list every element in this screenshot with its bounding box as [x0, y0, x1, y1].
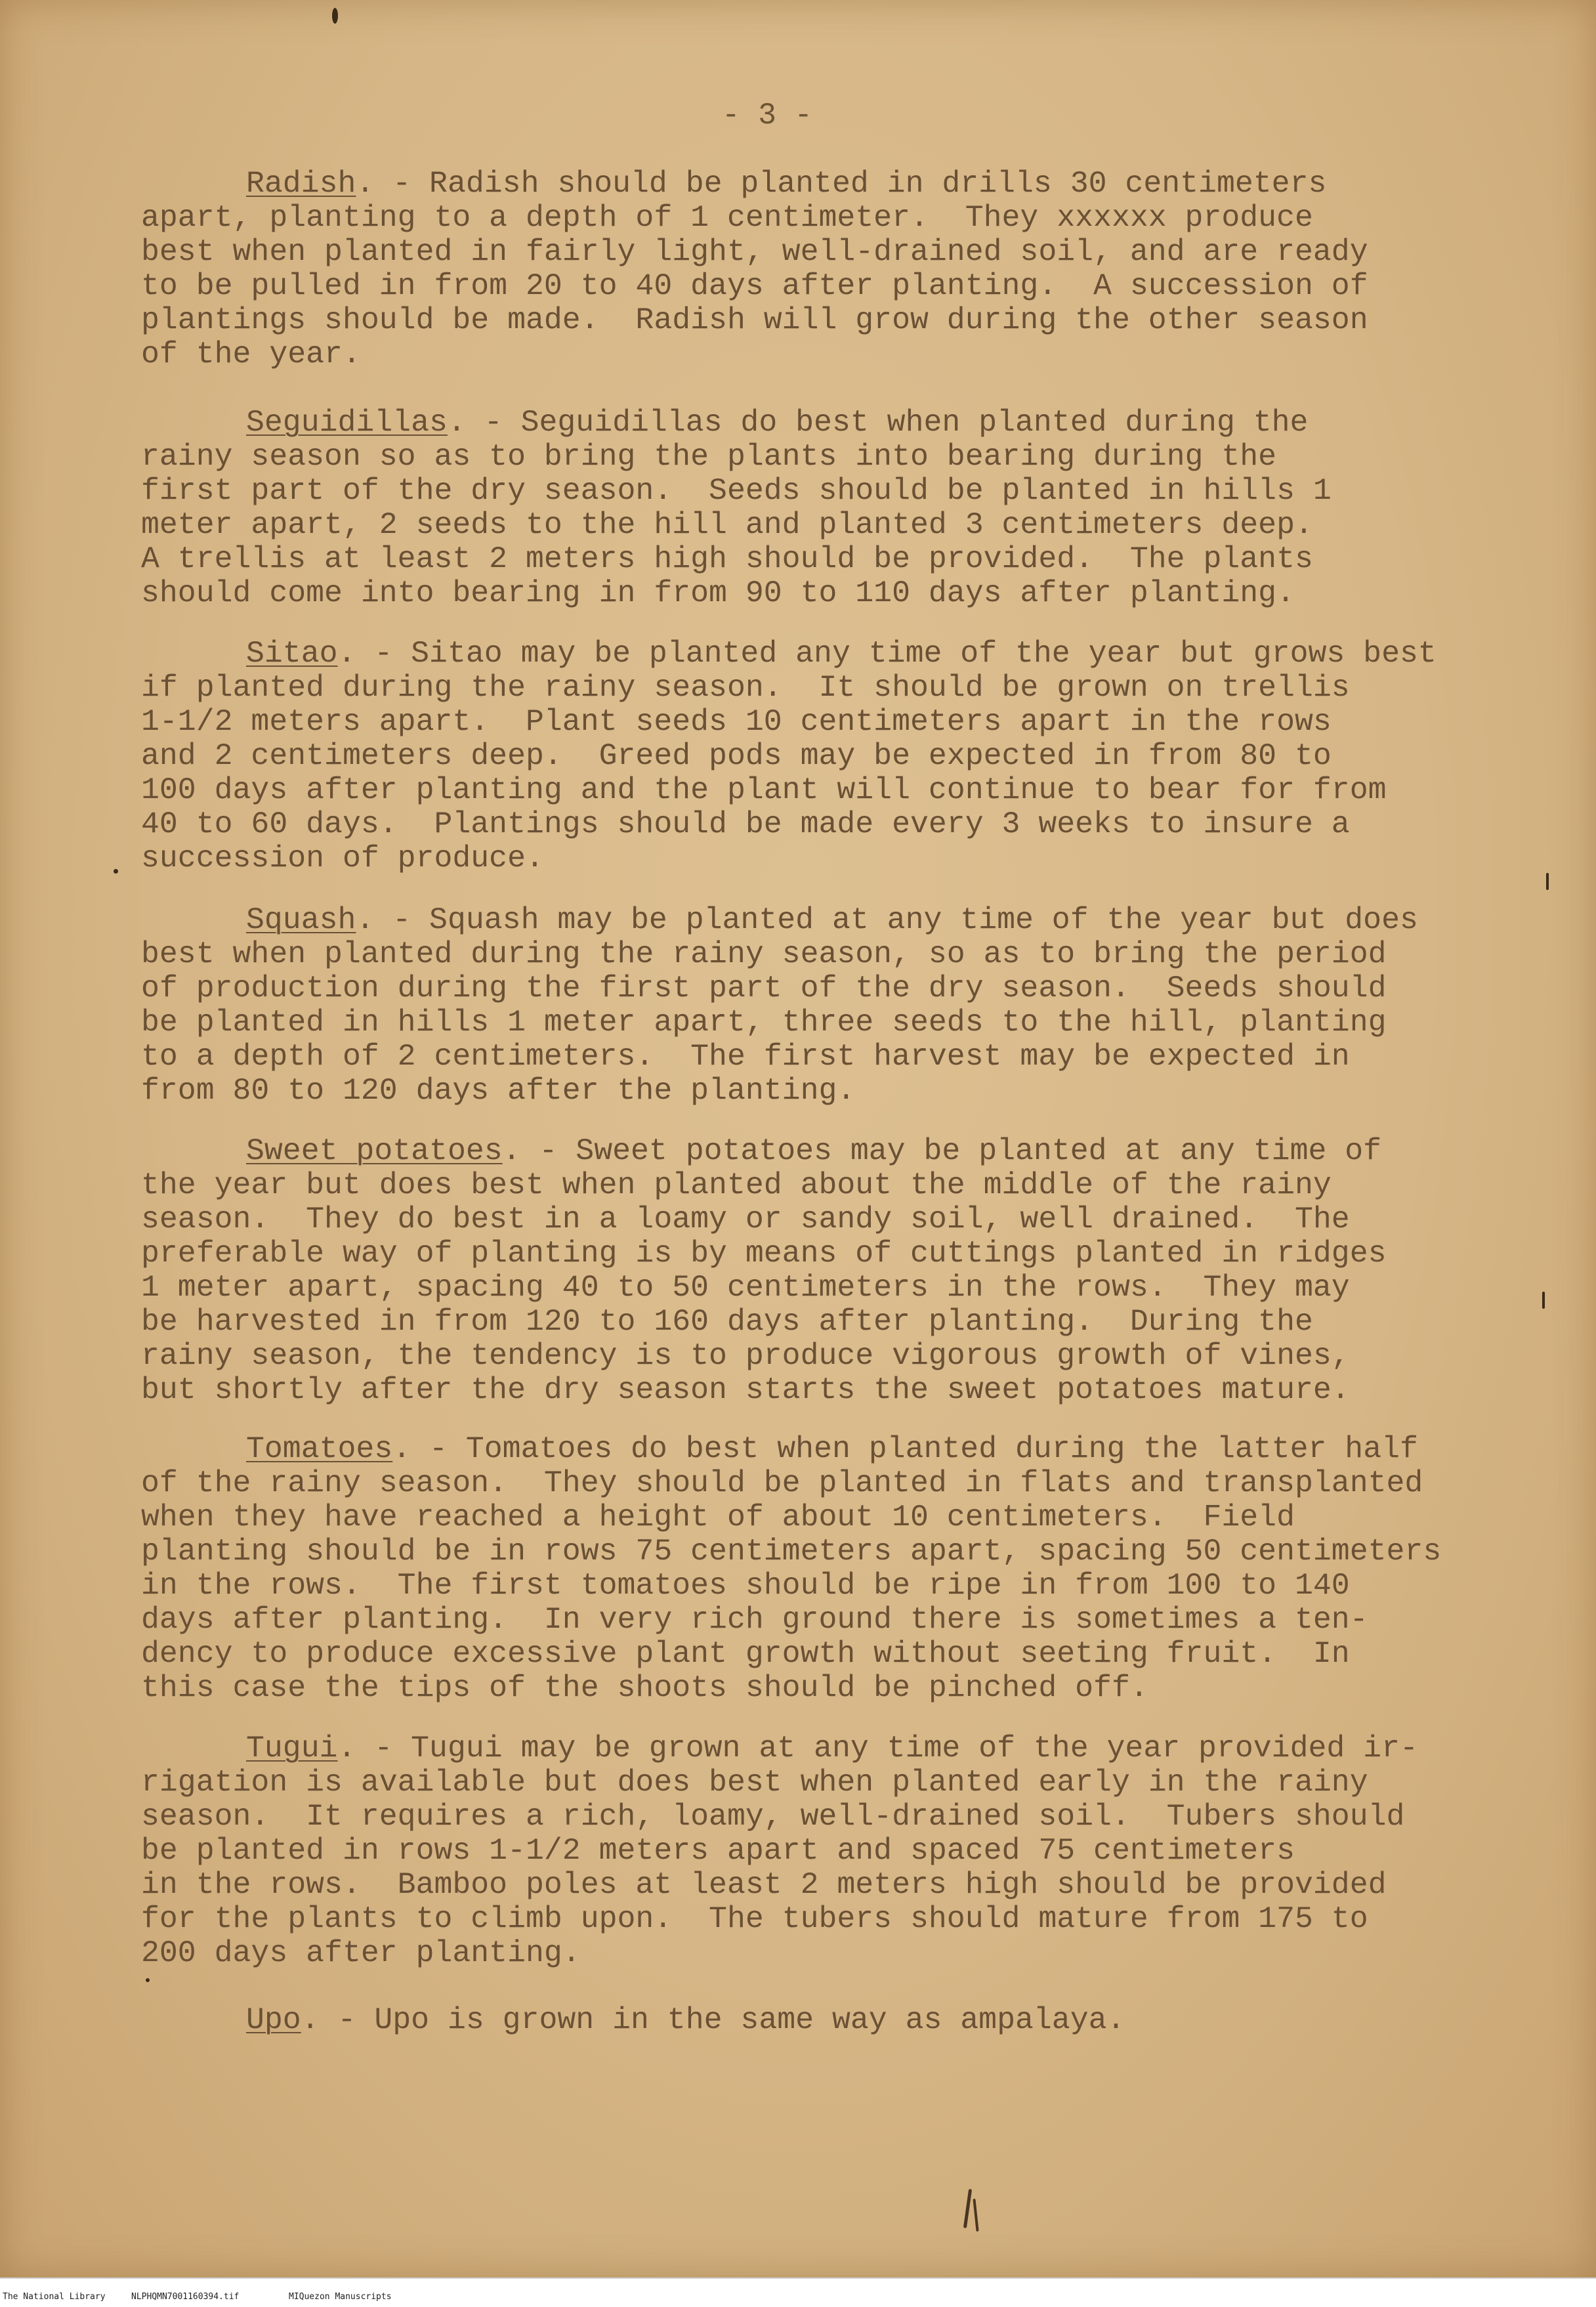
text-line: season. It requires a rich, loamy, well-drained soil. Tubers should — [141, 1799, 1405, 1834]
text-line: meter apart, 2 seeds to the hill and planted 3 centimeters deep. — [141, 507, 1313, 542]
heading-line-text: . - Upo is grown in the same way as ampalaya. — [301, 2002, 1125, 2037]
text-line: when they have reached a height of about 10 centimeters. Field — [141, 1500, 1295, 1534]
text-line — [141, 1731, 1418, 1766]
section-heading: Tomatoes — [246, 1431, 393, 1466]
heading-line-text: . - Tugui may be grown at any time of the year provided ir- — [337, 1731, 1418, 1766]
section-heading: Radish — [246, 166, 356, 201]
text-line: and 2 centimeters deep. Greed pods may be expected in from 80 to — [141, 738, 1332, 773]
ink-speck — [332, 8, 338, 24]
ink-speck — [1542, 1292, 1545, 1309]
text-line: 1 meter apart, spacing 40 to 50 centimeters in the rows. They may — [141, 1270, 1350, 1305]
text-line: to be pulled in from 20 to 40 days after planting. A succession of — [141, 268, 1368, 303]
text-line: season. They do best in a loamy or sandy soil, well drained. The — [141, 1202, 1350, 1237]
text-line: planting should be in rows 75 centimeters apart, spacing 50 centimeters — [141, 1534, 1442, 1569]
ink-speck — [114, 869, 118, 874]
text-line: rainy season so as to bring the plants into bearing during the — [141, 439, 1277, 474]
text-line: in the rows. Bamboo poles at least 2 meters high should be provided — [141, 1867, 1387, 1902]
text-line: first part of the dry season. Seeds should be planted in hills 1 — [141, 473, 1332, 508]
text-line — [141, 1432, 1441, 1466]
heading-line-text: . - Radish should be planted in drills 30 centimeters — [356, 166, 1327, 201]
text-line: if planted during the rainy season. It should be grown on trellis — [141, 670, 1350, 705]
page-number: - 3 - — [722, 98, 813, 133]
text-line — [141, 406, 1332, 440]
ink-speck — [1546, 873, 1549, 890]
text-line: 100 days after planting and the plant will continue to bear for from — [141, 773, 1387, 807]
text-line — [141, 1134, 1387, 1168]
text-line: rainy season, the tendency is to produce vigorous growth of vines, — [141, 1338, 1350, 1373]
footer-file-id: NLPHQMN7001160394.tif — [131, 2292, 240, 2302]
text-line: plantings should be made. Radish will grow during the other season — [141, 303, 1368, 337]
heading-line-text: . - Tomatoes do best when planted during the latter half — [392, 1431, 1418, 1466]
section-heading: Seguidillas — [246, 405, 448, 440]
text-line: preferable way of planting is by means of cuttings planted in ridges — [141, 1236, 1387, 1271]
section-tomatoes — [141, 1432, 1441, 1705]
section-tugui — [141, 1731, 1418, 1970]
heading-line-text: . - Squash may be planted at any time of the year but does — [356, 902, 1418, 937]
footer-library: The National Library — [3, 2292, 106, 2302]
text-line: of production during the first part of the dry season. Seeds should — [141, 971, 1387, 1005]
text-line: should come into bearing in from 90 to 110 days after planting. — [141, 576, 1295, 610]
text-line: of the rainy season. They should be planted in flats and transplanted — [141, 1466, 1423, 1500]
section-sweet-potatoes — [141, 1134, 1387, 1407]
section-squash — [141, 903, 1418, 1108]
text-line: to a depth of 2 centimeters. The first harvest may be expected in — [141, 1039, 1350, 1074]
text-line: A trellis at least 2 meters high should be provided. The plants — [141, 541, 1313, 576]
ink-speck — [146, 1978, 150, 1982]
text-line: be harvested in from 120 to 160 days after planting. During the — [141, 1304, 1313, 1339]
text-line — [141, 903, 1418, 937]
heading-line-text: . - Sitao may be planted any time of the year but grows best — [337, 636, 1437, 671]
section-heading: Sweet potatoes — [246, 1133, 503, 1168]
text-line: apart, planting to a depth of 1 centimeter. They xxxxxx produce — [141, 200, 1313, 235]
section-heading: Squash — [246, 902, 356, 937]
text-line — [141, 2003, 1125, 2037]
text-line: 200 days after planting. — [141, 1936, 581, 1970]
text-line: be planted in hills 1 meter apart, three seeds to the hill, planting — [141, 1005, 1387, 1040]
text-line: this case the tips of the shoots should be pinched off. — [141, 1670, 1148, 1705]
text-line: 1-1/2 meters apart. Plant seeds 10 centimeters apart in the rows — [141, 704, 1332, 739]
footer-collection: MIQuezon Manuscripts — [289, 2292, 392, 2302]
text-line: of the year. — [141, 337, 361, 371]
text-line: dency to produce excessive plant growth without seeting fruit. In — [141, 1636, 1350, 1671]
text-line: succession of produce. — [141, 841, 544, 876]
text-line: the year but does best when planted about the middle of the rainy — [141, 1168, 1332, 1202]
section-heading: Tugui — [246, 1731, 338, 1766]
section-heading: Sitao — [246, 636, 338, 671]
section-seguidillas — [141, 406, 1332, 610]
text-line: best when planted in fairly light, well-drained soil, and are ready — [141, 234, 1368, 269]
text-line: in the rows. The first tomatoes should be ripe in from 100 to 140 — [141, 1568, 1350, 1603]
text-line: days after planting. In very rich ground there is sometimes a ten- — [141, 1602, 1368, 1637]
section-upo — [141, 2003, 1125, 2037]
text-line: from 80 to 120 days after the planting. — [141, 1073, 856, 1108]
section-heading: Upo — [246, 2002, 301, 2037]
text-line — [141, 167, 1368, 201]
text-line: best when planted during the rainy season, so as to bring the period — [141, 937, 1387, 971]
section-sitao — [141, 637, 1437, 876]
heading-line-text: . - Sweet potatoes may be planted at any time of — [502, 1133, 1382, 1168]
scan-footer — [0, 2277, 1596, 2307]
text-line: for the plants to climb upon. The tubers should mature from 175 to — [141, 1901, 1368, 1936]
text-line — [141, 637, 1437, 671]
section-radish — [141, 167, 1368, 371]
heading-line-text: . - Seguidillas do best when planted during the — [447, 405, 1309, 440]
text-line: be planted in rows 1-1/2 meters apart and spaced 75 centimeters — [141, 1833, 1295, 1868]
text-line: 40 to 60 days. Plantings should be made every 3 weeks to insure a — [141, 807, 1350, 841]
text-line: rigation is available but does best when planted early in the rainy — [141, 1765, 1368, 1800]
text-line: but shortly after the dry season starts the sweet potatoes mature. — [141, 1372, 1350, 1407]
